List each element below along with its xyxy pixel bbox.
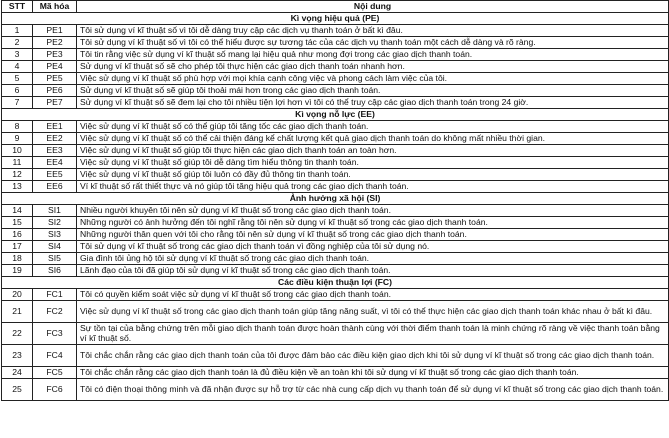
table-row — [2, 49, 669, 61]
table-row — [2, 169, 669, 181]
section-title: Kì vọng hiệu quả (PE) — [2, 13, 669, 25]
table-row — [2, 85, 669, 97]
row-code: EE1 — [33, 121, 77, 133]
row-code: PE5 — [33, 73, 77, 85]
header-code: Mã hóa — [33, 1, 77, 13]
row-content: Tôi tin rằng việc sử dụng ví kĩ thuật số mang lại hiệu quả như mong đợi trong các giao dịch thanh toán. — [77, 49, 669, 61]
row-code: FC1 — [33, 289, 77, 301]
row-content: Việc sử dụng ví kĩ thuật số giúp tôi dễ dàng tìm hiểu thông tin thanh toán. — [77, 157, 669, 169]
section-header-row — [2, 193, 669, 205]
measurement-scale-table — [1, 0, 669, 401]
row-content: Lãnh đạo của tôi đã giúp tôi sử dụng ví kĩ thuật số trong các giao dịch thanh toán. — [77, 265, 669, 277]
row-number: 10 — [2, 145, 33, 157]
row-code: EE3 — [33, 145, 77, 157]
header-stt: STT — [2, 1, 33, 13]
row-code: FC6 — [33, 379, 77, 401]
row-content: Sự tồn tại của bằng chứng trên mỗi giao dịch thanh toán được hoàn thành cùng với thời điểm thanh toán là minh chứng rõ ràng về việc thanh toán bằng ví kĩ thuật số. — [77, 323, 669, 345]
section-title: Ảnh hưởng xã hội (SI) — [2, 193, 669, 205]
row-content: Gia đình tôi ủng hộ tôi sử dụng ví kĩ thuật số trong các giao dịch thanh toán. — [77, 253, 669, 265]
row-code: PE4 — [33, 61, 77, 73]
table-row — [2, 97, 669, 109]
row-code: SI6 — [33, 265, 77, 277]
table-row — [2, 145, 669, 157]
table-row — [2, 367, 669, 379]
table-row — [2, 121, 669, 133]
row-content: Tôi có điện thoại thông minh và đã nhận được sự hỗ trợ từ các nhà cung cấp dịch vụ thanh toán để sử dụng ví kĩ thuật số trong các giao dịch thanh toán. — [77, 379, 669, 401]
row-number: 3 — [2, 49, 33, 61]
row-content: Tôi có quyền kiểm soát việc sử dụng ví kĩ thuật số trong các giao dịch thanh toán. — [77, 289, 669, 301]
row-code: FC3 — [33, 323, 77, 345]
row-code: FC5 — [33, 367, 77, 379]
row-code: EE4 — [33, 157, 77, 169]
row-number: 21 — [2, 301, 33, 323]
table-row — [2, 25, 669, 37]
table-row — [2, 265, 669, 277]
row-number: 23 — [2, 345, 33, 367]
table-row — [2, 379, 669, 401]
table-row — [2, 157, 669, 169]
row-number: 16 — [2, 229, 33, 241]
row-number: 25 — [2, 379, 33, 401]
row-content: Tôi sử dụng ví kĩ thuật số vì tôi dễ dàng truy cập các dịch vụ thanh toán ở bất kì đâu. — [77, 25, 669, 37]
table-row — [2, 205, 669, 217]
row-content: Việc sử dụng ví kĩ thuật số giúp tôi luôn có đầy đủ thông tin thanh toán. — [77, 169, 669, 181]
row-code: EE5 — [33, 169, 77, 181]
row-content: Sử dụng ví kĩ thuật số sẽ giúp tôi thoải mái hơn trong các giao dịch thanh toán. — [77, 85, 669, 97]
row-number: 1 — [2, 25, 33, 37]
row-content: Việc sử dụng ví kĩ thuật số giúp tôi thực hiện các giao dịch thanh toán an toàn hơn. — [77, 145, 669, 157]
section-header-row — [2, 277, 669, 289]
row-number: 5 — [2, 73, 33, 85]
table-row — [2, 289, 669, 301]
row-code: SI2 — [33, 217, 77, 229]
row-number: 11 — [2, 157, 33, 169]
row-code: PE3 — [33, 49, 77, 61]
row-code: FC4 — [33, 345, 77, 367]
row-number: 19 — [2, 265, 33, 277]
row-number: 20 — [2, 289, 33, 301]
row-number: 22 — [2, 323, 33, 345]
row-number: 9 — [2, 133, 33, 145]
row-content: Nhiều người khuyên tôi nên sử dụng ví kĩ thuật số trong các giao dịch thanh toán. — [77, 205, 669, 217]
table-row — [2, 241, 669, 253]
row-content: Tôi chắc chắn rằng các giao dịch thanh toán là đủ điều kiện về an toàn khi tôi sử dụng ví kĩ thuật số trong các giao dịch thanh toán. — [77, 367, 669, 379]
row-number: 4 — [2, 61, 33, 73]
row-number: 15 — [2, 217, 33, 229]
row-content: Những người có ảnh hưởng đến tôi nghĩ rằng tôi nên sử dụng ví kĩ thuật số trong các giao dịch thanh toán. — [77, 217, 669, 229]
row-content: Sử dụng ví kĩ thuật số sẽ đem lại cho tôi nhiều tiện lợi hơn vì tôi có thể truy cập các giao dịch thanh toán trong 24 giờ. — [77, 97, 669, 109]
table-body — [2, 13, 669, 401]
row-number: 17 — [2, 241, 33, 253]
table-row — [2, 181, 669, 193]
table-row — [2, 61, 669, 73]
row-content: Việc sử dụng ví kĩ thuật số có thể cải thiện đáng kể chất lượng kết quả giao dịch thanh toán do không mất nhiều thời gian. — [77, 133, 669, 145]
header-row — [2, 1, 669, 13]
table-row — [2, 229, 669, 241]
row-code: PE6 — [33, 85, 77, 97]
row-content: Sử dụng ví kĩ thuật số sẽ cho phép tôi thực hiện các giao dịch thanh toán nhanh hơn. — [77, 61, 669, 73]
row-content: Tôi chắc chắn rằng các giao dịch thanh toán của tôi được đảm bảo các điều kiện giao dịch khi tôi sử dụng ví kĩ thuật số trong các giao dịch thanh toán. — [77, 345, 669, 367]
row-number: 7 — [2, 97, 33, 109]
table-row — [2, 217, 669, 229]
row-code: SI3 — [33, 229, 77, 241]
row-code: SI5 — [33, 253, 77, 265]
table-row — [2, 253, 669, 265]
row-code: PE2 — [33, 37, 77, 49]
row-content: Tôi sử dụng ví kĩ thuật số trong các giao dịch thanh toán vì đồng nghiệp của tôi sử dụng nó. — [77, 241, 669, 253]
row-code: FC2 — [33, 301, 77, 323]
row-number: 12 — [2, 169, 33, 181]
section-header-row — [2, 109, 669, 121]
row-code: SI4 — [33, 241, 77, 253]
row-number: 2 — [2, 37, 33, 49]
row-content: Những người thân quen với tôi cho rằng tôi nên sử dụng ví kĩ thuật số trong các giao dịch thanh toán. — [77, 229, 669, 241]
row-content: Việc sử dụng ví kĩ thuật số có thể giúp tôi tăng tốc các giao dịch thanh toán. — [77, 121, 669, 133]
row-number: 8 — [2, 121, 33, 133]
table-row — [2, 345, 669, 367]
row-content: Tôi sử dụng ví kĩ thuật số vì tôi có thể hiểu được sự tương tác của các dịch vụ thanh toán một cách dễ dàng và rõ ràng. — [77, 37, 669, 49]
row-number: 6 — [2, 85, 33, 97]
row-number: 14 — [2, 205, 33, 217]
header-content: Nội dung — [77, 1, 669, 13]
row-code: PE1 — [33, 25, 77, 37]
table-row — [2, 133, 669, 145]
table-row — [2, 37, 669, 49]
row-content: Việc sử dụng ví kĩ thuật số trong các giao dịch thanh toán giúp tăng năng suất, vì tôi có thể thực hiện các giao dịch thanh toán khác nhau ở bất kì đâu. — [77, 301, 669, 323]
section-header-row — [2, 13, 669, 25]
row-code: SI1 — [33, 205, 77, 217]
section-title: Các điều kiện thuận lợi (FC) — [2, 277, 669, 289]
section-title: Kì vọng nỗ lực (EE) — [2, 109, 669, 121]
table-row — [2, 323, 669, 345]
row-number: 18 — [2, 253, 33, 265]
row-code: PE7 — [33, 97, 77, 109]
row-code: EE2 — [33, 133, 77, 145]
row-code: EE6 — [33, 181, 77, 193]
row-number: 24 — [2, 367, 33, 379]
table-row — [2, 301, 669, 323]
row-content: Ví kĩ thuật số rất thiết thực và nó giúp tôi tăng hiệu quả trong các giao dịch thanh toán. — [77, 181, 669, 193]
row-number: 13 — [2, 181, 33, 193]
row-content: Việc sử dụng ví kĩ thuật số phù hợp với mọi khía cạnh công việc và phong cách làm việc của tôi. — [77, 73, 669, 85]
table-row — [2, 73, 669, 85]
